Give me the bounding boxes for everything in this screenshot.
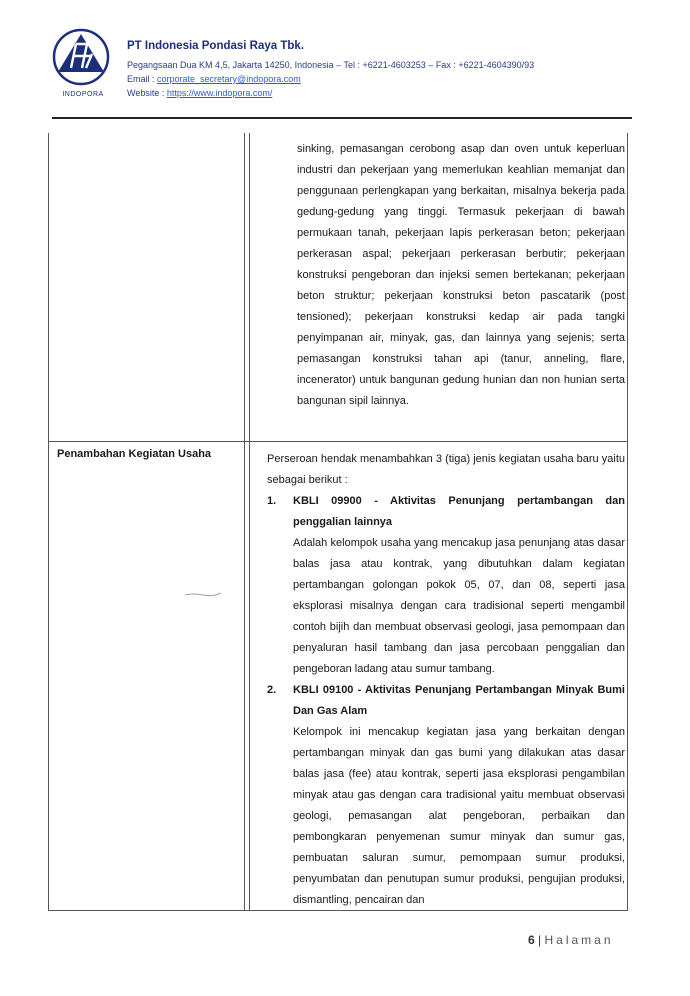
email-label: Email : <box>127 74 158 84</box>
item-body: Adalah kelompok usaha yang mencakup jasa penunjang atas dasar balas jasa atau kontrak, yang dibutuhkan dalam kegiatan pertambangan golongan pokok 05, 07, dan 08, seperti jasa eksplorasi misalnya dengan cara tradisional seperti mengambil contoh bijih dan membuat observasi geologi, jasa pemompaan dan penyaluran hasil tambang dan jasa percobaan penggalian dan pengeboran ladang atau sumur tambang. <box>293 537 625 675</box>
page-number: 6 <box>528 933 535 947</box>
page-footer <box>528 933 614 947</box>
email-link[interactable]: corporate_secretary@indopora.com <box>157 74 301 84</box>
amendment-table <box>48 133 628 911</box>
row-label-additional-business: Penambahan Kegiatan Usaha <box>57 448 212 460</box>
website-link[interactable]: https://www.indopora.com/ <box>166 88 273 98</box>
item-body: Kelompok ini mencakup kegiatan jasa yang berkaitan dengan pertambangan minyak dan gas bumi yang dilakukan atas dasar balas jasa (fee) atau kontrak, seperti jasa eksplorasi pengambilan minyak atau gas dengan cara tradisional yaitu membuat observasi geologi, pemasangan alat pengeboran, perbaikan dan pembongkaran penyemenan sumur minyak dan sumur gas, pembuatan saluran sumur, pemompaan sumur produksi, penyumbatan dan penutupan sumur produksi, pengujian produksi, dismantling, pencairan dan <box>293 726 625 906</box>
list-item <box>267 491 625 680</box>
page-word: Halaman <box>544 933 614 947</box>
item-number: 1. <box>267 495 277 507</box>
item-title: KBLI 09900 - Aktivitas Penunjang pertambangan dan penggalian lainnya <box>293 495 625 528</box>
table-border-right <box>627 133 628 911</box>
company-address: Pegangsaan Dua KM 4,5, Jakarta 14250, Indonesia – Tel : +6221-4603253 – Fax : +6221-4604390/93 <box>127 60 535 70</box>
item-number: 2. <box>267 684 277 696</box>
list-item <box>267 680 625 911</box>
pen-mark-icon <box>183 589 223 599</box>
logo-text: INDOPORA <box>62 91 104 98</box>
table-row-divider <box>48 441 628 442</box>
table-border-left <box>48 133 49 911</box>
header-divider <box>52 117 632 119</box>
item-title: KBLI 09100 - Aktivitas Penunjang Pertambangan Minyak Bumi Dan Gas Alam <box>293 684 625 717</box>
website-label: Website : <box>127 88 167 98</box>
company-website <box>127 88 272 98</box>
company-logo-icon <box>52 28 110 86</box>
company-name: PT Indonesia Pondasi Raya Tbk. <box>127 40 305 52</box>
intro-text: Perseroan hendak menambahkan 3 (tiga) jenis kegiatan usaha baru yaitu sebagai berikut : <box>267 453 625 486</box>
footer-separator: | <box>534 933 545 947</box>
additional-business-content <box>267 449 625 911</box>
table-divider <box>249 133 250 911</box>
company-email <box>127 74 301 84</box>
letterhead <box>0 0 690 125</box>
continued-description: sinking, pemasangan cerobong asap dan oven untuk keperluan industri dan pekerjaan yang memerlukan keahlian memanjat dan penggunaan perlengkapan yang berkaitan, misalnya bekerja pada gedung-gedung yang tinggi. Termasuk pekerjaan di bawah permukaan tanah, pekerjaan lapis perkerasan beton; pekerjaan perkerasan aspal; pekerjaan perkerasan berbutir; pekerjaan konstruksi pengeboran dan injeksi semen bertekanan; pekerjaan beton struktur; pekerjaan konstruksi beton pascatarik (post tensioned); pekerjaan konstruksi kedap air pada tangki penyimpanan air, minyak, gas, dan lainnya yang sejenis; serta pemasangan konstruksi tahan api (tanur, anneling, flare, incenerator) untuk bangunan gedung hunian dan non hunian serta bangunan sipil lainnya. <box>297 143 625 407</box>
table-divider <box>244 133 245 911</box>
